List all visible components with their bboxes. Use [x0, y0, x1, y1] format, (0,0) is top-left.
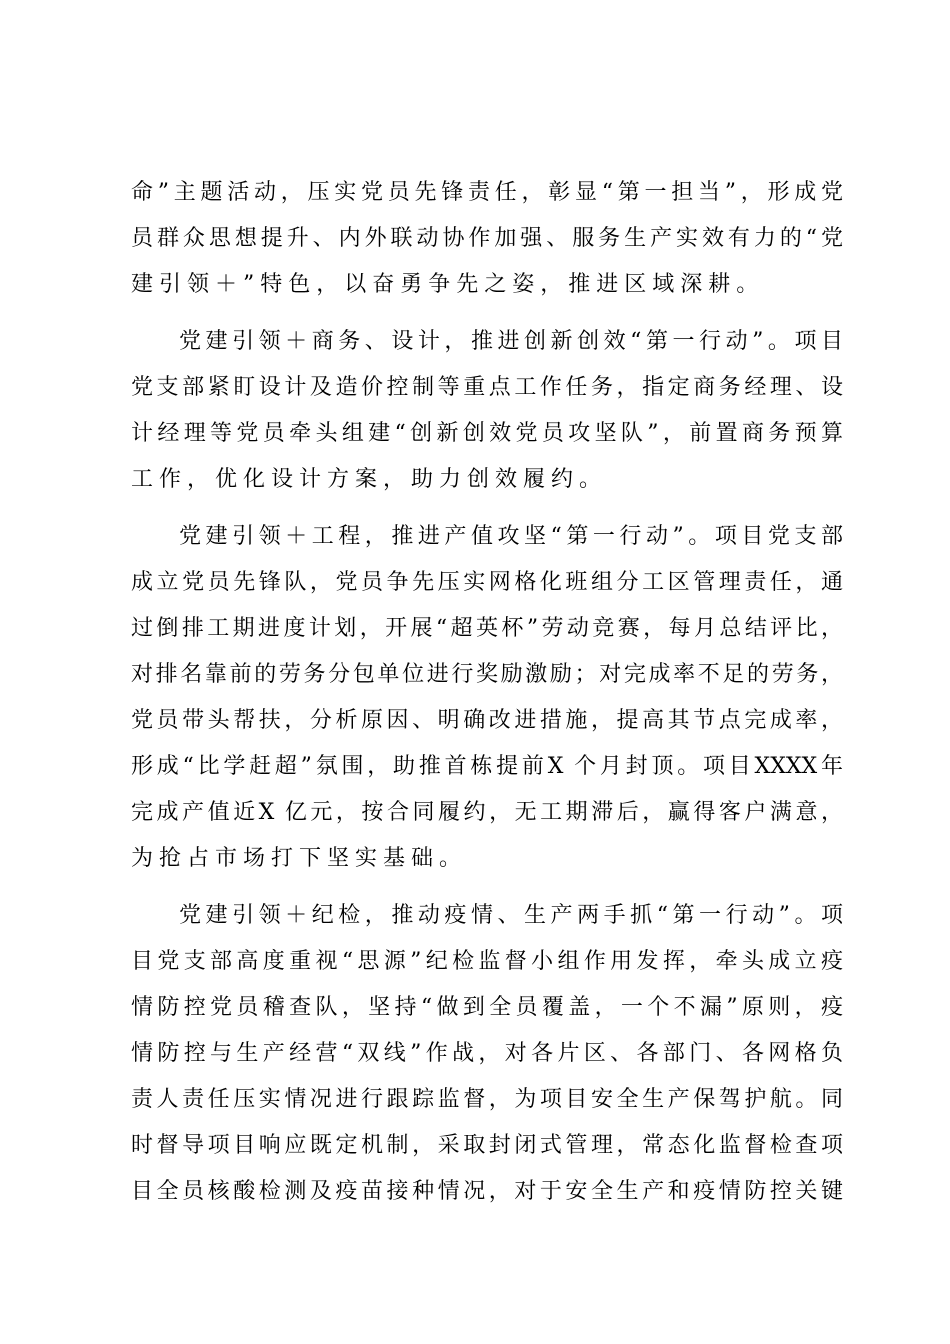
text-line: 命”主题活动，压实党员先锋责任，彰显“第一担当”，形成党 — [131, 180, 843, 205]
text-line: 为抢占市场打下坚实基础。 — [131, 846, 468, 871]
text-line: 工作，优化设计方案，助力创效履约。 — [131, 467, 608, 492]
text-line: 党支部紧盯设计及造价控制等重点工作任务，指定商务经理、设 — [131, 375, 843, 400]
text-line: 党建引领＋纪检，推动疫情、生产两手抓“第一行动”。项 — [179, 903, 843, 928]
text-line: 责人责任压实情况进行跟踪监督，为项目安全生产保驾护航。同 — [131, 1087, 843, 1112]
paragraph-engineering — [131, 514, 843, 882]
paragraph-commerce-design — [131, 319, 843, 503]
paragraph-continuation — [131, 170, 843, 308]
document-body — [131, 170, 843, 1226]
text-line: 对排名靠前的劳务分包单位进行奖励激励；对完成率不足的劳务， — [131, 662, 843, 687]
text-line: 成立党员先锋队，党员争先压实网格化班组分工区管理责任，通 — [131, 570, 843, 595]
text-line: 过倒排工期进度计划，开展“超英杯”劳动竞赛，每月总结评比， — [131, 616, 843, 641]
text-line: 党员带头帮扶，分析原因、明确改进措施，提高其节点完成率， — [131, 708, 843, 733]
text-line: 完成产值近X 亿元，按合同履约，无工期滞后，赢得客户满意， — [131, 800, 843, 825]
text-line: 情防控与生产经营“双线”作战，对各片区、各部门、各网格负 — [131, 1041, 843, 1066]
text-line: 形成“比学赶超”氛围，助推首栋提前X 个月封顶。项目XXXX年 — [131, 754, 843, 779]
paragraph-discipline-inspection — [131, 893, 843, 1215]
text-line: 目党支部高度重视“思源”纪检监督小组作用发挥，牵头成立疫 — [131, 949, 843, 974]
text-line: 员群众思想提升、内外联动协作加强、服务生产实效有力的“党 — [131, 226, 843, 251]
text-line: 情防控党员稽查队，坚持“做到全员覆盖，一个不漏”原则，疫 — [131, 995, 843, 1020]
text-line: 计经理等党员牵头组建“创新创效党员攻坚队”，前置商务预算 — [131, 421, 843, 446]
text-line: 建引领＋”特色，以奋勇争先之姿，推进区域深耕。 — [131, 272, 765, 297]
text-line: 目全员核酸检测及疫苗接种情况，对于安全生产和疫情防控关键 — [131, 1179, 843, 1204]
text-line: 党建引领＋工程，推进产值攻坚“第一行动”。项目党支部 — [179, 524, 843, 549]
text-line: 党建引领＋商务、设计，推进创新创效“第一行动”。项目 — [179, 329, 843, 354]
text-line: 时督导项目响应既定机制，采取封闭式管理，常态化监督检查项 — [131, 1133, 843, 1158]
